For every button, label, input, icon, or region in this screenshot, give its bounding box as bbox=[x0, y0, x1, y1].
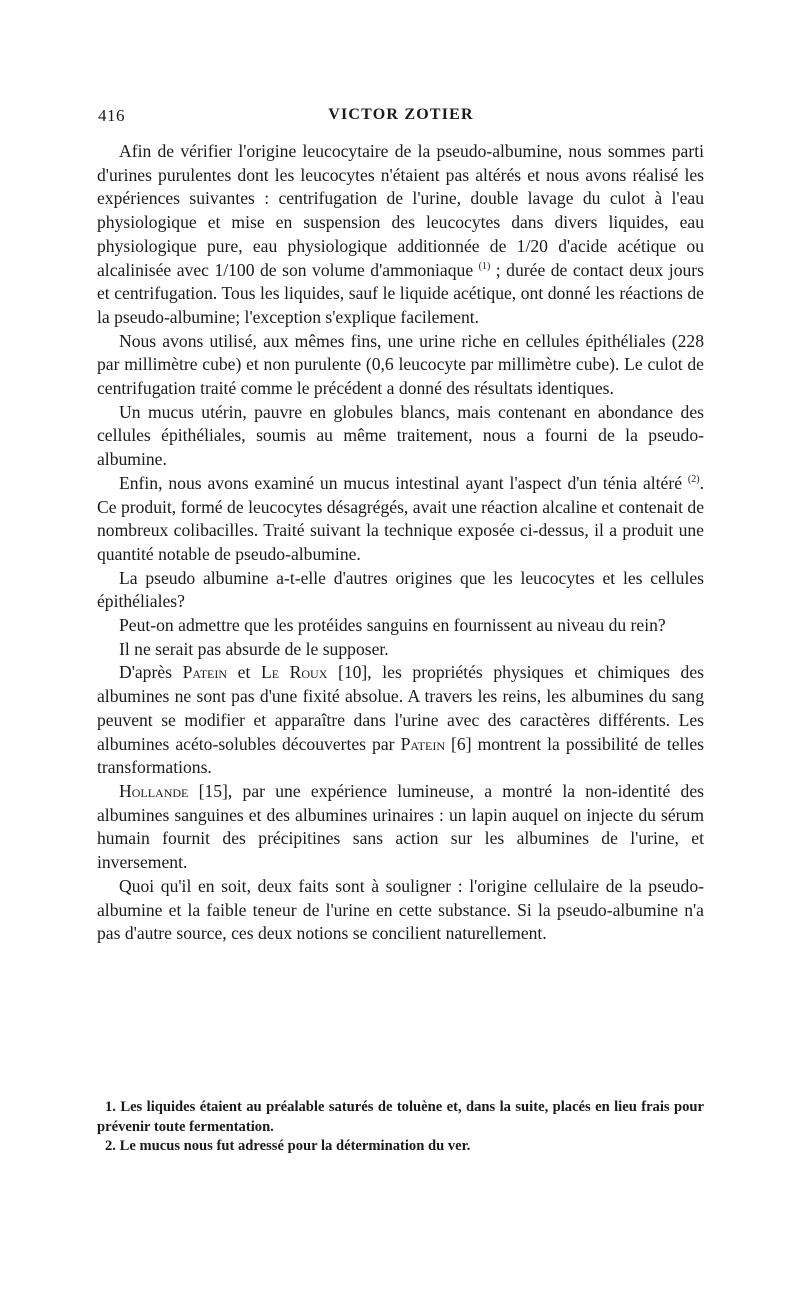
author-name-le-roux: Le Roux bbox=[260, 662, 328, 683]
paragraph-4 bbox=[97, 472, 704, 567]
body-text bbox=[97, 140, 704, 946]
paragraph-8-text-d: [6] montrent la possibilité de telles transformations. bbox=[97, 733, 704, 778]
paragraph-6: Peut-on admettre que les protéides sanguins en fournissent au niveau du rein? bbox=[119, 615, 666, 636]
paragraph-9-text: [15], par une expérience lumineuse, a montré la non-identité des albumines sanguines et des albumines urinaires : un lapin auquel on injecte du sérum humain fournit des précipitines sans action sur les albumines de l'urine, et inversement. bbox=[97, 780, 704, 873]
footnotes bbox=[97, 1098, 704, 1157]
paragraph-3: Un mucus utérin, pauvre en globules blancs, mais contenant en abondance des cellules épithéliales, soumis au même traitement, nous a fourni de la pseudo-albumine. bbox=[97, 401, 704, 470]
paragraph-1-text-b: ; durée de contact deux jours et centrifugation. Tous les liquides, sauf le liquide acétique, ont donné les réactions de la pseudo-albumine; l'exception s'explique facilement. bbox=[97, 259, 704, 327]
paragraph-8-text-a: D'après bbox=[119, 662, 183, 683]
paragraph-8 bbox=[97, 661, 704, 780]
author-name-patein-2: Patein bbox=[400, 733, 446, 754]
footnote-1: 1. Les liquides étaient au préalable saturés de toluène et, dans la suite, placés en lieu frais pour prévenir toute fermentation. bbox=[97, 1099, 704, 1135]
paragraph-7: Il ne serait pas absurde de le supposer. bbox=[119, 638, 389, 659]
paragraph-9 bbox=[97, 780, 704, 875]
paragraph-5: La pseudo albumine a-t-elle d'autres origines que les leucocytes et les cellules épithéliales? bbox=[97, 567, 704, 612]
footnote-ref-2[interactable]: (2) bbox=[687, 473, 700, 485]
paragraph-8-text-b: et bbox=[227, 662, 261, 683]
footnote-2: 2. Le mucus nous fut adressé pour la détermination du ver. bbox=[105, 1138, 471, 1155]
author-name-hollande: Hollande bbox=[119, 780, 189, 801]
paragraph-10: Quoi qu'il en soit, deux faits sont à souligner : l'origine cellulaire de la pseudo-albumine et la faible teneur de l'urine en cette substance. Si la pseudo-albumine n'a pas d'autre source, ces deux notions se concilient naturellement. bbox=[97, 875, 704, 944]
paragraph-1-text-a: Afin de vérifier l'origine leucocytaire de la pseudo-albumine, nous sommes parti d'urines purulentes dont les leucocytes n'étaient pas altérés et nous avons réalisé les expériences suivantes : centrifugation de l'urine, double lavage du culot à l'eau physiologique et mise en suspension des leucocytes dans divers liquides, eau physiologique pure, eau physiologique additionnée de 1/20 d'acide acétique ou alcalinisée avec 1/100 de son volume d'ammoniaque bbox=[97, 141, 704, 280]
paragraph-2: Nous avons utilisé, aux mêmes fins, une urine riche en cellules épithéliales (228 par millimètre cube) et non purulente (0,6 leucocyte par millimètre cube). Le culot de centrifugation traité comme le précédent a donné des résultats identiques. bbox=[97, 330, 704, 399]
paragraph-1 bbox=[97, 140, 704, 330]
paragraph-4-text-a: Enfin, nous avons examiné un mucus intestinal ayant l'aspect d'un ténia altéré bbox=[119, 472, 688, 493]
author-name-patein: Patein bbox=[182, 662, 228, 683]
running-head: VICTOR ZOTIER bbox=[328, 106, 474, 123]
footnote-ref-1[interactable]: (1) bbox=[478, 260, 491, 272]
page-number: 416 bbox=[98, 106, 125, 125]
paragraph-8-text-c: [10], les propriétés physiques et chimiques des albumines ne sont pas d'une fixité absolue. A travers les reins, les albumines du sang peuvent se modifier et apparaître dans l'urine avec des caractères différents. Les albumines acéto-solubles découvertes par bbox=[97, 662, 705, 754]
page-header bbox=[98, 106, 704, 130]
paragraph-4-text-b: . Ce produit, formé de leucocytes désagrégés, avait une réaction alcaline et contenait de nombreux colibacilles. Traité suivant la technique exposée ci-dessus, il a produit une quantité notable de pseudo-albumine. bbox=[97, 472, 704, 564]
